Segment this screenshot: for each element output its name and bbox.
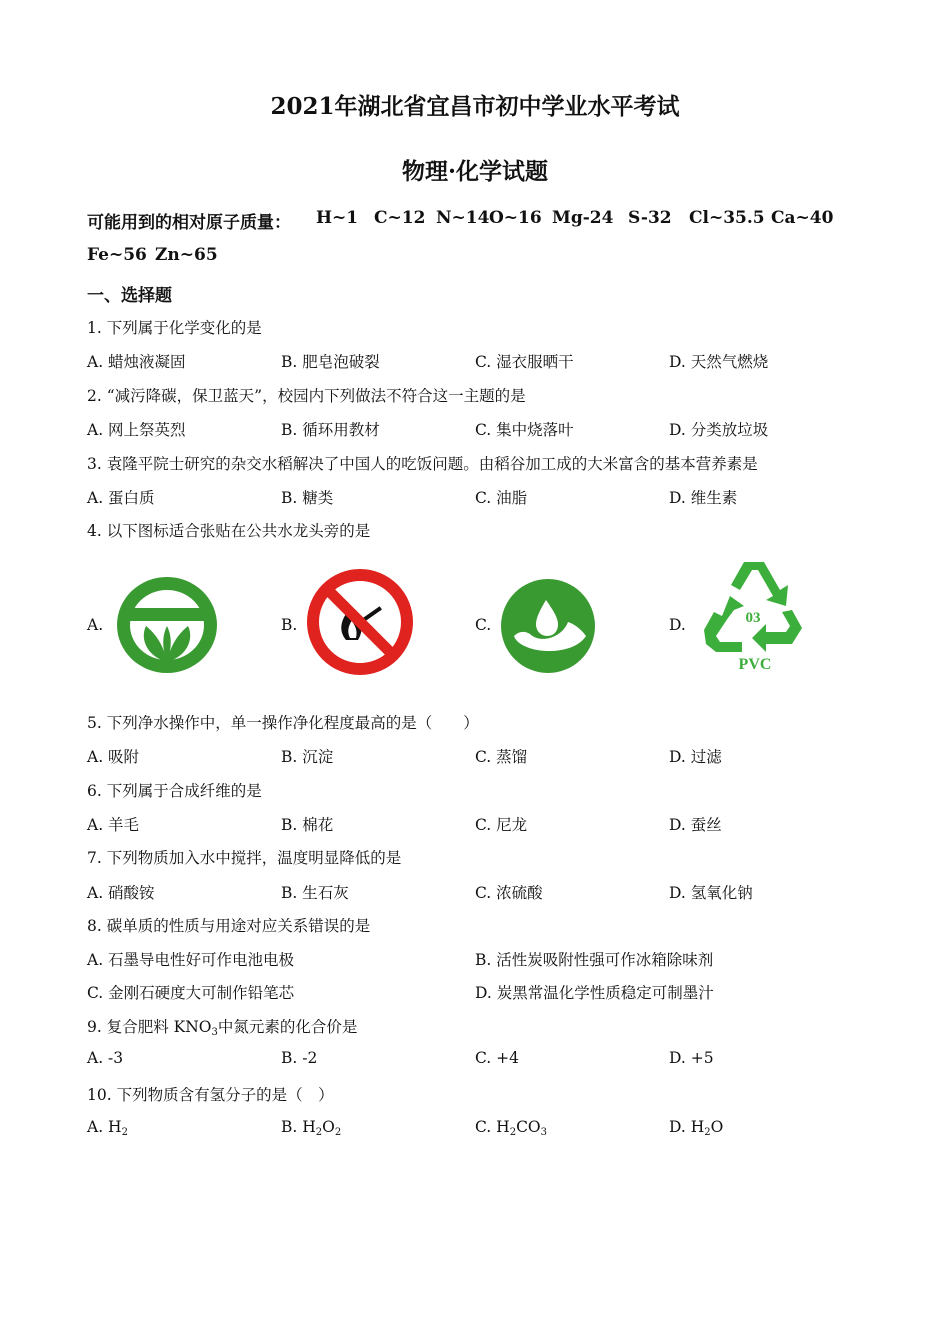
page-subtitle: 物理·化学试题	[401, 158, 548, 185]
atomic-mass-h: H~1	[316, 208, 359, 228]
option-b: B. $H_2O_2$	[281, 1118, 342, 1138]
option-c: C. 油脂	[475, 489, 528, 507]
atomic-mass-s: S-32	[628, 208, 672, 228]
option-c: C. 金刚石硬度大可制作铅笔芯	[87, 984, 295, 1002]
option-b: B.	[281, 616, 298, 634]
question-stem: 5. 下列净水操作中，单一操作净化程度最高的是（ ）	[87, 714, 479, 732]
recycle-code: 03	[745, 610, 761, 626]
option-b: B. -2	[281, 1049, 318, 1067]
question-stem: 8. 碳单质的性质与用途对应关系错误的是	[87, 917, 371, 935]
option-b: B. 沉淀	[281, 748, 334, 766]
option-d: D. 炭黑常温化学性质稳定可制墨汁	[475, 984, 714, 1002]
option-a: A. 吸附	[87, 748, 140, 766]
atomic-mass-o: O~16	[489, 208, 542, 228]
page-title: 2021年湖北省宜昌市初中学业水平考试	[270, 93, 680, 120]
option-b: B. 肥皂泡破裂	[281, 353, 380, 371]
question-stem: 4. 以下图标适合张贴在公共水龙头旁的是	[87, 522, 371, 540]
atomic-mass-ca: Ca~40	[771, 208, 834, 228]
option-b: B. 活性炭吸附性强可作冰箱除味剂	[475, 951, 714, 969]
option-c: C. 尼龙	[475, 816, 528, 834]
option-d: D. 蚕丝	[669, 816, 722, 834]
water-saving-icon	[500, 578, 596, 674]
option-a: A. 网上祭英烈	[87, 421, 186, 439]
atomic-mass-fe: Fe~56	[87, 245, 147, 265]
option-d: D. 分类放垃圾	[669, 421, 769, 439]
option-c: C. 集中烧落叶	[475, 421, 574, 439]
option-c: C. 蒸馏	[475, 748, 528, 766]
no-fire-icon	[306, 568, 414, 676]
question-stem: 3. 袁隆平院士研究的杂交水稻解决了中国人的吃饭问题。由稻谷加工成的大米富含的基本营养素是	[87, 455, 758, 473]
option-a: A. 硝酸铵	[87, 884, 155, 902]
question-stem: 7. 下列物质加入水中搅拌，温度明显降低的是	[87, 849, 402, 867]
option-c: C. $H_2CO_3$	[475, 1118, 548, 1138]
question-stem: 9. 复合肥料 $KNO_3$中氮元素的化合价是	[87, 1018, 358, 1038]
question-stem: 1. 下列属于化学变化的是	[87, 319, 262, 337]
option-a: A.	[87, 616, 104, 634]
recycle-pvc-icon	[700, 556, 808, 676]
option-d: D. $H_2O$	[669, 1118, 724, 1138]
option-a: A. $H_2$	[87, 1118, 128, 1138]
option-d: D. 天然气燃烧	[669, 353, 769, 371]
option-d: D. +5	[669, 1049, 714, 1067]
option-b: B. 循环用教材	[281, 421, 380, 439]
option-d: D. 氢氧化钠	[669, 884, 753, 902]
option-a: A. -3	[87, 1049, 124, 1067]
option-a: A. 羊毛	[87, 816, 140, 834]
option-b: B. 生石灰	[281, 884, 349, 902]
green-food-icon	[116, 576, 218, 674]
option-b: B. 棉花	[281, 816, 334, 834]
option-b: B. 糖类	[281, 489, 334, 507]
atomic-mass-n: N~14	[436, 208, 490, 228]
recycle-material: PVC	[738, 656, 772, 673]
question-stem: 6. 下列属于合成纤维的是	[87, 782, 262, 800]
atomic-mass-c: C~12	[374, 208, 426, 228]
option-c: C.	[475, 616, 492, 634]
option-d: D. 维生素	[669, 489, 738, 507]
option-a: A. 石墨导电性好可作电池电极	[87, 951, 295, 969]
option-a: A. 蜡烛液凝固	[87, 353, 186, 371]
option-d: D.	[669, 616, 686, 634]
option-a: A. 蛋白质	[87, 489, 155, 507]
option-c: C. 浓硫酸	[475, 884, 543, 902]
question-stem: 2. “减污降碳，保卫蓝天”，校园内下列做法不符合这一主题的是	[87, 387, 526, 405]
option-d: D. 过滤	[669, 748, 722, 766]
atomic-mass-mg: Mg-24	[552, 208, 614, 228]
atomic-mass-label: 可能用到的相对原子质量：	[87, 213, 291, 233]
atomic-mass-cl: Cl~35.5	[689, 208, 765, 228]
option-c: C. +4	[475, 1049, 520, 1067]
question-stem: 10. 下列物质含有氢分子的是（ ）	[87, 1086, 334, 1104]
option-c: C. 湿衣服晒干	[475, 353, 574, 371]
atomic-mass-zn: Zn~65	[155, 245, 218, 265]
section-heading: 一、选择题	[87, 286, 172, 306]
